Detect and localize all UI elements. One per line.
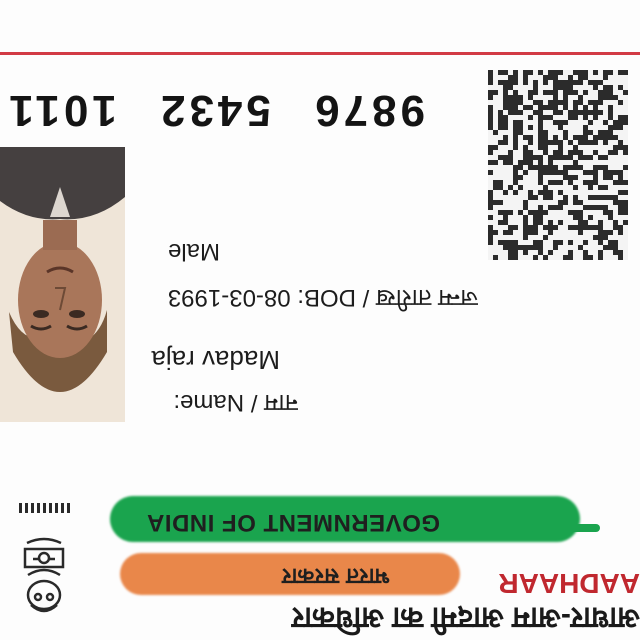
gender: Male — [167, 238, 220, 265]
aadhaar-number: 9876 5432 1011 — [5, 86, 425, 135]
holder-name: Madav raja — [151, 345, 280, 375]
footer-aadhaar-tag: AADHAAR — [498, 568, 640, 599]
national-emblem-icon — [13, 500, 75, 625]
date-of-birth: जन्म तारीख / DOB: 08-03-1993 — [167, 284, 478, 311]
qr-code — [488, 70, 628, 260]
holder-photo — [0, 147, 125, 422]
govt-hindi-title: भारत सरकार — [281, 564, 390, 589]
footer-hindi-slogan: आधार-आम आदमी का अधिकार — [291, 601, 640, 634]
govt-english-title: GOVERNMENT OF INDIA — [146, 509, 440, 536]
name-label: नाम / Name: — [173, 389, 298, 416]
footer-divider — [0, 52, 640, 55]
green-stripe-tail — [530, 524, 600, 532]
